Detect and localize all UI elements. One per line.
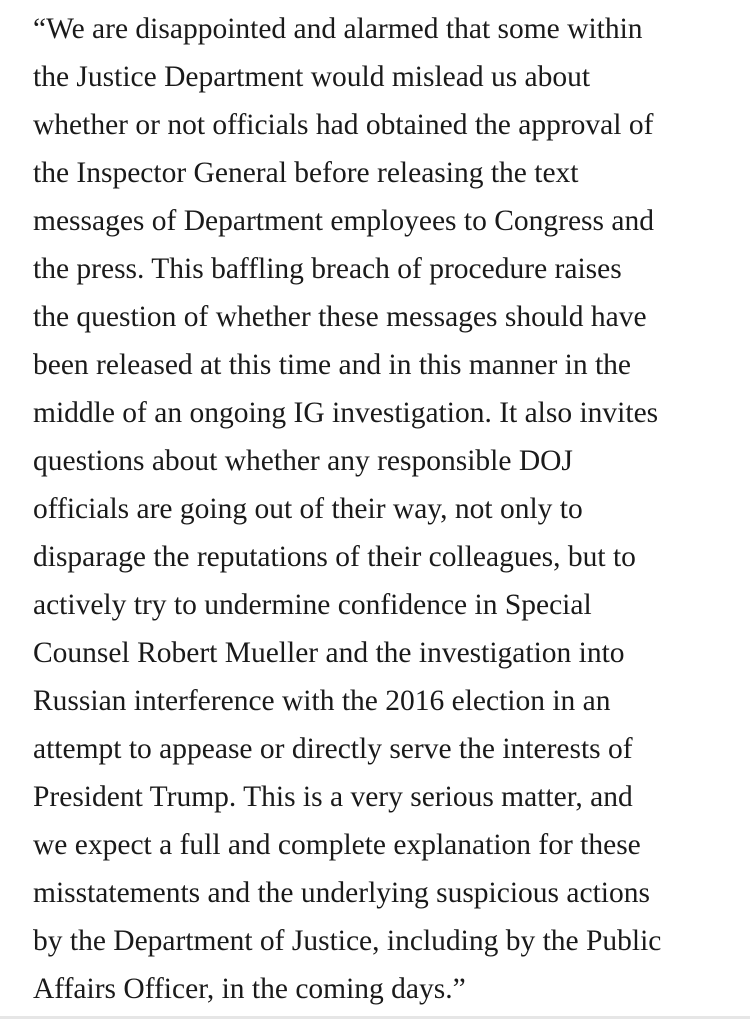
- quote-line-4: the Inspector General before releasing the text: [33, 157, 579, 189]
- quote-line-16: attempt to appease or directly serve the interests of: [33, 733, 633, 765]
- statement-quote: [33, 5, 733, 1013]
- quote-line-2: the Justice Department would mislead us about: [33, 61, 591, 93]
- quote-line-17: President Trump. This is a very serious matter, and: [33, 781, 633, 813]
- quote-line-6: the press. This baffling breach of procedure raises: [33, 253, 622, 285]
- quote-line-8: been released at this time and in this manner in the: [33, 349, 632, 381]
- quote-line-14: Counsel Robert Mueller and the investigation into: [33, 637, 625, 669]
- quote-line-13: actively try to undermine confidence in Special: [33, 589, 592, 621]
- quote-line-21: Affairs Officer, in the coming days.”: [33, 973, 466, 1005]
- quote-line-12: disparage the reputations of their colleagues, but to: [33, 541, 636, 573]
- quote-line-9: middle of an ongoing IG investigation. It also invites: [33, 397, 659, 429]
- quote-line-19: misstatements and the underlying suspicious actions: [33, 877, 650, 909]
- quote-line-15: Russian interference with the 2016 election in an: [33, 685, 611, 717]
- quote-line-7: the question of whether these messages should have: [33, 301, 647, 333]
- quote-line-18: we expect a full and complete explanation for these: [33, 829, 641, 861]
- quote-line-5: messages of Department employees to Congress and: [33, 205, 654, 237]
- quote-line-20: by the Department of Justice, including by the Public: [33, 925, 662, 957]
- quote-line-10: questions about whether any responsible DOJ: [33, 445, 573, 477]
- quote-line-1: “We are disappointed and alarmed that some within: [33, 13, 643, 45]
- quote-line-11: officials are going out of their way, not only to: [33, 493, 583, 525]
- quote-line-3: whether or not officials had obtained the approval of: [33, 109, 654, 141]
